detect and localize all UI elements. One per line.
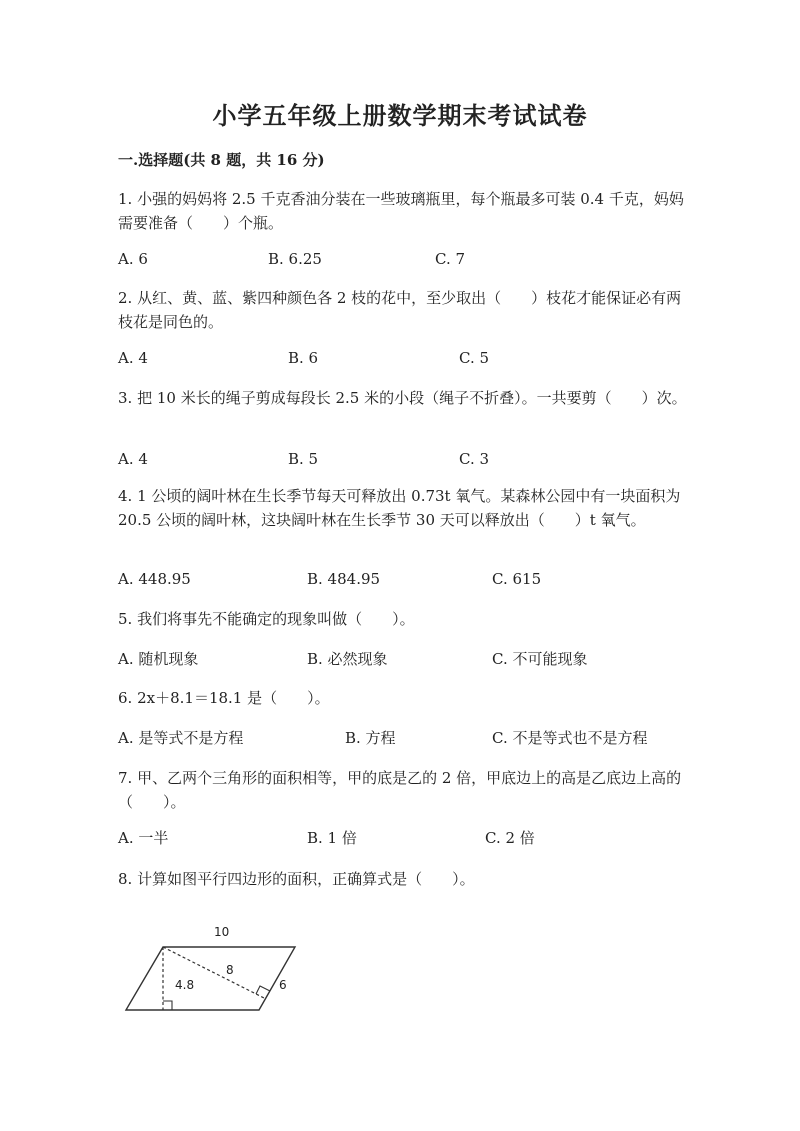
parallelogram-figure: [118, 915, 318, 1020]
options-6: [118, 726, 718, 750]
option-c[interactable]: C. 不是等式也不是方程: [492, 729, 648, 747]
options-4: [118, 567, 718, 591]
option-a[interactable]: A. 4: [118, 450, 148, 468]
section-heading: 一.选择题(共 8 题，共 16 分): [118, 151, 325, 169]
question-5: 5. 我们将事先不能确定的现象叫做（ ）。: [118, 610, 415, 628]
option-a[interactable]: A. 一半: [118, 829, 169, 847]
option-a[interactable]: A. 是等式不是方程: [118, 729, 244, 747]
right-angle-mark-bottom: [163, 1001, 172, 1010]
parallelogram-shape: [126, 947, 295, 1010]
option-b[interactable]: B. 必然现象: [307, 650, 388, 668]
option-a[interactable]: A. 4: [118, 349, 148, 367]
options-5: [118, 647, 718, 671]
option-c[interactable]: C. 不可能现象: [492, 650, 588, 668]
question-7: 7. 甲、乙两个三角形的面积相等，甲的底是乙的 2 倍，甲底边上的高是乙底边上高的（ ）。: [118, 769, 682, 811]
label-diagonal: 8: [226, 963, 234, 977]
question-8: 8. 计算如图平行四边形的面积，正确算式是（ ）。: [118, 870, 475, 888]
page-title: 小学五年级上册数学期末考试试卷: [212, 101, 588, 130]
label-side: 6: [279, 978, 287, 992]
question-3: 3. 把 10 米长的绳子剪成每段长 2.5 米的小段（绳子不折叠）。一共要剪（ ）次。: [118, 389, 687, 407]
option-b[interactable]: B. 6.25: [268, 250, 322, 268]
question-2: 2. 从红、黄、蓝、紫四种颜色各 2 枝的花中，至少取出（ ）枝花才能保证必有两枝花是同色的。: [118, 289, 682, 331]
option-b[interactable]: B. 方程: [345, 729, 396, 747]
question-6: 6. 2x＋8.1＝18.1 是（ ）。: [118, 689, 330, 707]
option-a[interactable]: A. 6: [118, 250, 148, 268]
label-top: 10: [214, 925, 230, 939]
option-b[interactable]: B. 484.95: [307, 570, 381, 588]
right-angle-mark-side: [256, 986, 270, 994]
options-7: [118, 826, 718, 850]
option-c[interactable]: C. 615: [492, 570, 542, 588]
option-a[interactable]: A. 随机现象: [118, 650, 199, 668]
option-a[interactable]: A. 448.95: [118, 570, 191, 588]
options-3: [118, 447, 718, 471]
option-b[interactable]: B. 6: [288, 349, 319, 367]
question-1: 1. 小强的妈妈将 2.5 千克香油分装在一些玻璃瓶里，每个瓶最多可装 0.4 千克，妈妈需要准备（ ）个瓶。: [118, 190, 684, 232]
question-4: 4. 1 公顷的阔叶林在生长季节每天可释放出 0.73t 氧气。某森林公园中有一块面积为 20.5 公顷的阔叶林，这块阔叶林在生长季节 30 天可以释放出（ ）t 氧气。: [118, 487, 681, 529]
option-c[interactable]: C. 2 倍: [485, 829, 535, 847]
options-1: [118, 247, 718, 271]
option-b[interactable]: B. 1 倍: [307, 829, 357, 847]
option-c[interactable]: C. 3: [459, 450, 490, 468]
options-2: [118, 346, 718, 370]
option-c[interactable]: C. 5: [459, 349, 490, 367]
option-c[interactable]: C. 7: [435, 250, 466, 268]
label-height: 4.8: [175, 978, 195, 992]
option-b[interactable]: B. 5: [288, 450, 319, 468]
